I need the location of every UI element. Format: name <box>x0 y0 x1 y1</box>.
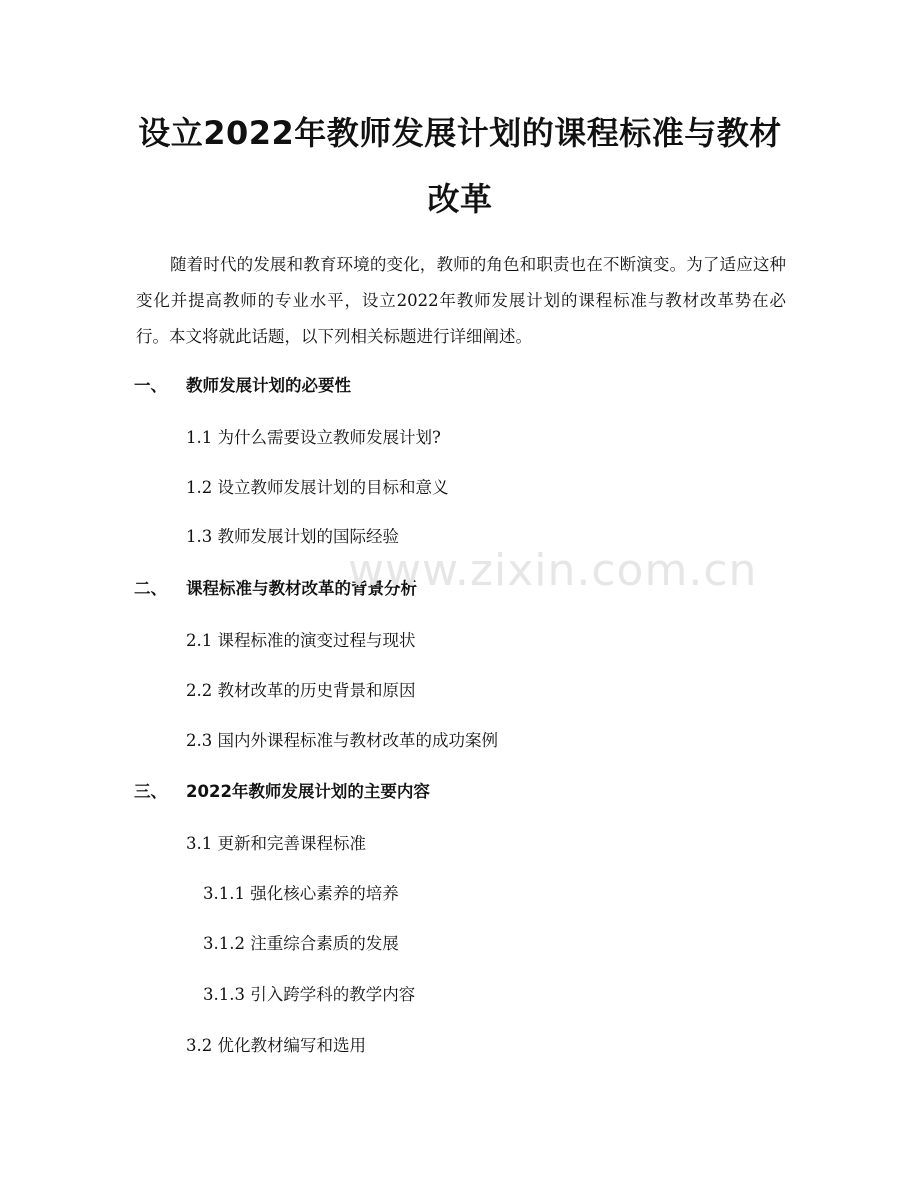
title-line-1: 设立2022年教师发展计划的课程标准与教材 <box>138 114 782 152</box>
list-item: 1.1 为什么需要设立教师发展计划? <box>186 428 441 447</box>
title-line-2: 改革 <box>427 180 493 218</box>
section-heading-3 <box>134 780 430 804</box>
list-item: 2.3 国内外课程标准与教材改革的成功案例 <box>186 731 498 750</box>
section-heading-text: 课程标准与教材改革的背景分析 <box>186 579 417 598</box>
list-item: 2.1 课程标准的演变过程与现状 <box>186 631 416 650</box>
intro-paragraph: 随着时代的发展和教育环境的变化，教师的角色和职责也在不断演变。为了适应这种变化并提高教师的专业水平，设立2022年教师发展计划的课程标准与教材改革势在必行。本文将就此话题，以下列相关标题进行详细阐述。 <box>136 255 786 346</box>
list-item: 1.2 设立教师发展计划的目标和意义 <box>186 478 449 497</box>
section-number: 三、 <box>134 782 167 801</box>
section-number: 一、 <box>134 376 167 395</box>
list-item: 1.3 教师发展计划的国际经验 <box>186 527 399 546</box>
section-heading-1 <box>134 374 351 398</box>
watermark: www.zixin.com.cn <box>348 545 758 596</box>
section-number: 二、 <box>134 579 167 598</box>
list-item: 2.2 教材改革的历史背景和原因 <box>186 681 416 700</box>
list-item: 3.1.1 强化核心素养的培养 <box>203 884 399 903</box>
list-item: 3.1 更新和完善课程标准 <box>186 834 366 853</box>
section-heading-text: 2022年教师发展计划的主要内容 <box>186 782 430 801</box>
list-item: 3.2 优化教材编写和选用 <box>186 1036 366 1055</box>
section-heading-text: 教师发展计划的必要性 <box>186 376 351 395</box>
document-title <box>120 100 800 232</box>
list-item: 3.1.2 注重综合素质的发展 <box>203 934 399 953</box>
list-item: 3.1.3 引入跨学科的教学内容 <box>203 985 416 1004</box>
